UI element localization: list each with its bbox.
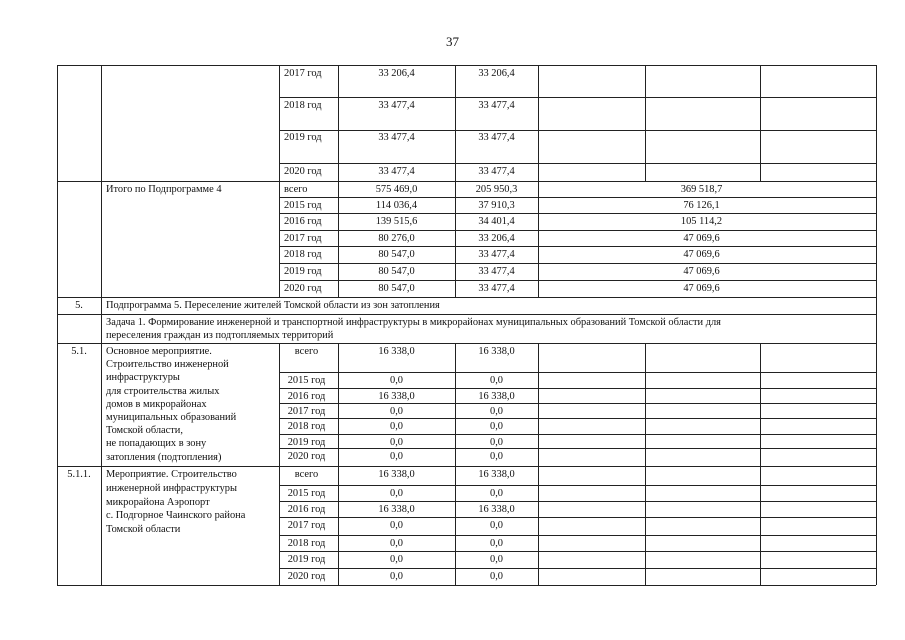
amount-federal: 33 477,4: [478, 100, 515, 111]
subprogram4-total-label: Итого по Подпрограмме 4: [106, 184, 222, 195]
amount-total: 33 477,4: [378, 166, 415, 177]
task-title-line1: Задача 1. Формирование инженерной и транспортной инфраструктуры в микрорайонах муниципальных образований Томской области для: [106, 317, 721, 328]
table-rule-horizontal: [279, 246, 876, 247]
table-rule-horizontal: [279, 197, 876, 198]
amount-federal: 16 338,0: [478, 391, 515, 402]
amount-federal: 0,0: [490, 520, 503, 531]
table-rule-vertical: [101, 343, 102, 466]
table-rule-vertical: [101, 297, 102, 314]
table-rule-vertical: [338, 181, 339, 297]
table-rule-vertical: [279, 65, 280, 181]
table-rule-horizontal: [279, 501, 876, 502]
amount-total: 0,0: [390, 421, 403, 432]
subprogram-number: 5.: [75, 300, 83, 311]
year-label: 2018 год: [287, 421, 326, 432]
amount-total: 16 338,0: [378, 391, 415, 402]
item-description-line: Томской области,: [106, 425, 183, 437]
table-rule-vertical: [338, 65, 339, 181]
amount-total: 0,0: [390, 437, 403, 448]
amount-total: 0,0: [390, 520, 403, 531]
item-description-line: инженерной инфраструктуры: [106, 482, 237, 494]
table-rule-horizontal: [279, 213, 876, 214]
amount-federal: 16 338,0: [478, 346, 515, 357]
year-label: 2016 год: [287, 504, 326, 515]
amount-extra: 105 114,2: [680, 216, 723, 227]
amount-federal: 16 338,0: [478, 504, 515, 515]
table-rule-horizontal: [279, 418, 876, 419]
year-label: 2018 год: [284, 249, 322, 260]
amount-federal: 33 477,4: [478, 283, 515, 294]
year-label: 2020 год: [287, 451, 326, 462]
amount-total: 0,0: [390, 538, 403, 549]
table-rule-vertical: [101, 466, 102, 585]
amount-total: 0,0: [390, 451, 403, 462]
item-description-line: микрорайона Аэропорт: [106, 496, 210, 508]
year-label: 2019 год: [287, 554, 326, 565]
item-description-line: Мероприятие. Строительство: [106, 469, 237, 480]
amount-total: 0,0: [390, 488, 403, 499]
amount-federal: 205 950,3: [475, 184, 518, 195]
table-rule-horizontal: [279, 97, 876, 98]
amount-total: 16 338,0: [378, 346, 415, 357]
amount-total: 114 036,4: [375, 200, 418, 211]
amount-federal: 0,0: [490, 451, 503, 462]
year-label: 2017 год: [284, 233, 322, 244]
amount-federal: 16 338,0: [478, 469, 515, 480]
item-description-line: Основное мероприятие.: [106, 346, 212, 357]
table-rule-vertical: [57, 181, 58, 297]
amount-total: 575 469,0: [375, 184, 418, 195]
year-label: всего: [284, 184, 308, 195]
table-rule-vertical: [538, 65, 539, 181]
amount-federal: 33 477,4: [478, 132, 515, 143]
year-label: 2019 год: [284, 266, 322, 277]
table-rule-horizontal: [279, 403, 876, 404]
year-label: 2015 год: [287, 375, 326, 386]
item-description-line: инфраструктуры: [106, 372, 180, 384]
year-label: 2015 год: [284, 200, 322, 211]
amount-extra: 47 069,6: [683, 249, 720, 260]
item-description-line: домов в микрорайонах: [106, 398, 207, 410]
amount-total: 0,0: [390, 375, 403, 386]
amount-extra: 369 518,7: [680, 184, 723, 195]
amount-federal: 0,0: [490, 571, 503, 582]
table-rule-horizontal: [279, 372, 876, 373]
table-rule-horizontal: [279, 535, 876, 536]
table-rule-horizontal: [57, 585, 876, 586]
item-number: 5.1.1.: [67, 469, 91, 480]
table-rule-vertical: [876, 65, 877, 181]
amount-total: 0,0: [390, 554, 403, 565]
item-number: 5.1.: [71, 346, 87, 357]
table-rule-vertical: [279, 181, 280, 297]
task-title-line2: переселения граждан из подтопляемых территорий: [106, 330, 334, 341]
table-rule-horizontal: [279, 230, 876, 231]
amount-federal: 33 477,4: [478, 266, 515, 277]
table-rule-vertical: [57, 314, 58, 343]
table-rule-vertical: [101, 181, 102, 297]
amount-federal: 33 477,4: [478, 166, 515, 177]
table-rule-horizontal: [279, 163, 876, 164]
amount-federal: 0,0: [490, 554, 503, 565]
item-description-line: Строительство инженерной: [106, 359, 229, 371]
amount-total: 33 477,4: [378, 100, 415, 111]
year-label: всего: [294, 346, 319, 357]
year-label: 2018 год: [287, 538, 326, 549]
table-rule-horizontal: [279, 388, 876, 389]
table-rule-horizontal: [57, 343, 876, 344]
table-rule-vertical: [57, 297, 58, 314]
amount-extra: 47 069,6: [683, 233, 720, 244]
amount-extra: 47 069,6: [683, 283, 720, 294]
year-label: 2017 год: [287, 406, 326, 417]
year-label: всего: [294, 469, 319, 480]
amount-federal: 33 477,4: [478, 249, 515, 260]
table-rule-vertical: [876, 181, 877, 297]
amount-federal: 34 401,4: [478, 216, 515, 227]
table-rule-horizontal: [279, 130, 876, 131]
year-label: 2020 год: [284, 283, 322, 294]
table-rule-vertical: [57, 466, 58, 585]
item-description-line: затопления (подтопления): [106, 451, 222, 463]
year-label: 2018 год: [284, 100, 322, 111]
page-number: 37: [446, 34, 459, 49]
table-rule-vertical: [876, 297, 877, 314]
item-description-line: Томской области: [106, 524, 181, 536]
amount-total: 80 547,0: [378, 266, 415, 277]
table-rule-vertical: [645, 65, 646, 181]
table-rule-horizontal: [57, 181, 876, 182]
amount-total: 80 547,0: [378, 249, 415, 260]
subprogram-title: Подпрограмма 5. Переселение жителей Томской области из зон затопления: [106, 300, 440, 311]
table-rule-horizontal: [279, 568, 876, 569]
amount-federal: 0,0: [490, 488, 503, 499]
amount-total: 80 547,0: [378, 283, 415, 294]
table-rule-vertical: [57, 65, 58, 181]
table-rule-horizontal: [279, 280, 876, 281]
item-description-line: муниципальных образований: [106, 412, 237, 423]
table-rule-vertical: [101, 314, 102, 343]
table-rule-horizontal: [279, 485, 876, 486]
table-rule-horizontal: [57, 65, 876, 66]
year-label: 2019 год: [287, 437, 326, 448]
table-rule-horizontal: [279, 517, 876, 518]
table-rule-vertical: [455, 65, 456, 181]
table-rule-vertical: [57, 343, 58, 466]
year-label: 2019 год: [284, 132, 322, 143]
year-label: 2017 год: [287, 520, 326, 531]
table-rule-horizontal: [279, 434, 876, 435]
amount-federal: 33 206,4: [478, 68, 515, 79]
item-description-line: с. Подгорное Чаинского района: [106, 510, 246, 522]
amount-total: 0,0: [390, 406, 403, 417]
amount-extra: 76 126,1: [683, 200, 720, 211]
table-rule-horizontal: [57, 466, 876, 467]
amount-federal: 33 206,4: [478, 233, 515, 244]
year-label: 2020 год: [284, 166, 322, 177]
amount-extra: 47 069,6: [683, 266, 720, 277]
year-label: 2020 год: [287, 571, 326, 582]
table-rule-horizontal: [279, 263, 876, 264]
table-rule-horizontal: [279, 551, 876, 552]
table-rule-horizontal: [57, 297, 876, 298]
table-rule-horizontal: [57, 314, 876, 315]
year-label: 2015 год: [287, 488, 326, 499]
table-rule-vertical: [876, 466, 877, 585]
amount-federal: 0,0: [490, 406, 503, 417]
amount-federal: 37 910,3: [478, 200, 515, 211]
item-description-line: не попадающих в зону: [106, 438, 207, 450]
amount-total: 33 477,4: [378, 132, 415, 143]
item-description-line: для строительства жилых: [106, 385, 220, 397]
year-label: 2017 год: [284, 68, 322, 79]
amount-federal: 0,0: [490, 437, 503, 448]
table-rule-vertical: [101, 65, 102, 181]
year-label: 2016 год: [284, 216, 322, 227]
amount-total: 139 515,6: [375, 216, 418, 227]
amount-total: 80 276,0: [378, 233, 415, 244]
amount-total: 33 206,4: [378, 68, 415, 79]
table-rule-vertical: [876, 314, 877, 343]
year-label: 2016 год: [287, 391, 326, 402]
table-rule-vertical: [760, 65, 761, 181]
amount-federal: 0,0: [490, 375, 503, 386]
amount-federal: 0,0: [490, 538, 503, 549]
table-rule-vertical: [876, 343, 877, 466]
amount-total: 16 338,0: [378, 469, 415, 480]
amount-total: 16 338,0: [378, 504, 415, 515]
amount-federal: 0,0: [490, 421, 503, 432]
amount-total: 0,0: [390, 571, 403, 582]
